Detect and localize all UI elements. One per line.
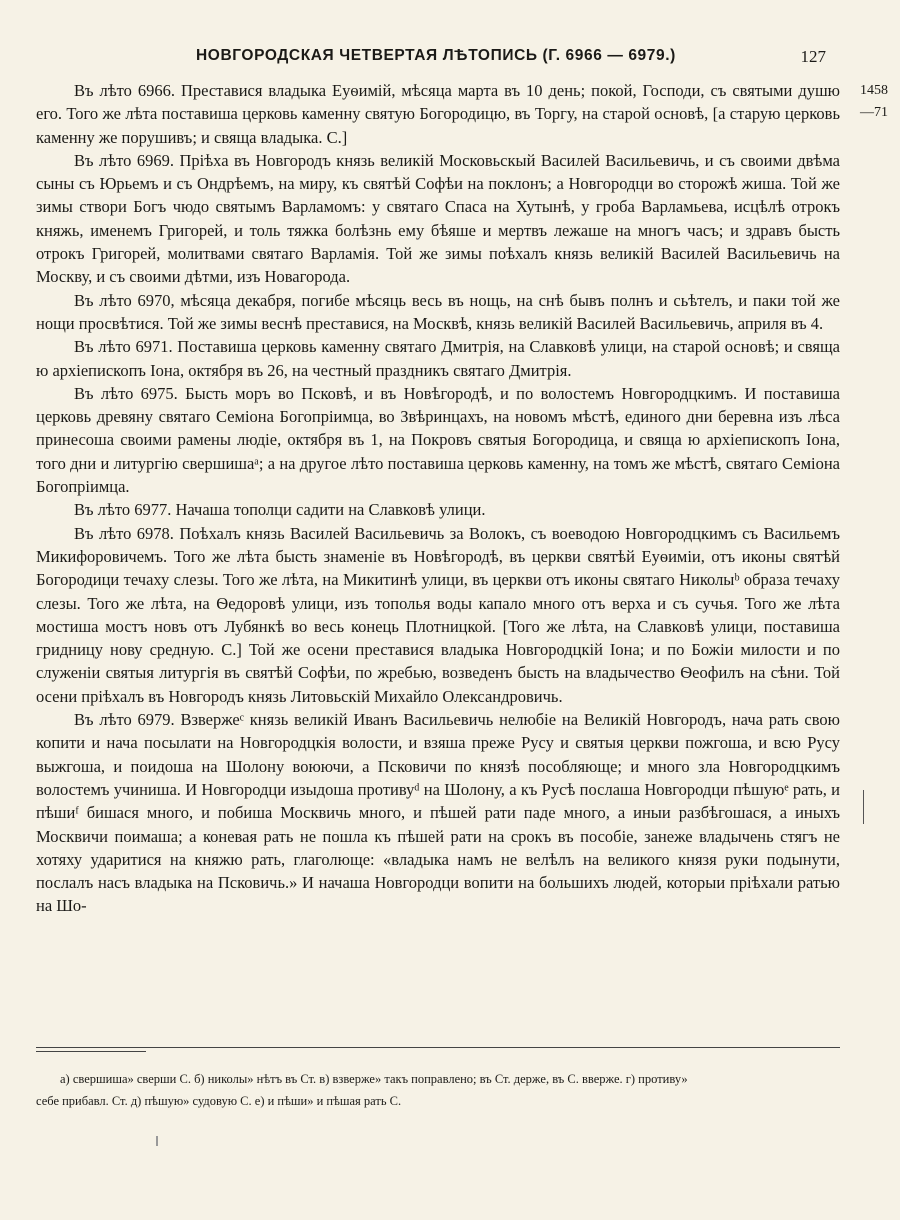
footnotes [36, 1068, 840, 1112]
page-header [36, 47, 850, 69]
margin-mark [863, 790, 864, 824]
entry-6969: Въ лѣто 6969. Пріѣха въ Новгородъ князь великій Московьскый Василей Васильевичь, и съ своими двѣма сыны съ Юрьемъ и съ Ондрѣемъ, на миру, къ святѣй Софѣи на поклонъ; а Новгородци во сторожѣ жиша. Той же зимы створи Богъ чюдо святымъ Варламомъ: у святаго Спаса на Хутынѣ, у гроба Варламьева, исцѣлѣ отрокъ княжь, именемъ Григорей, и толь тяжка болѣзнь ему бѣяше и мертвъ лежаше на многъ часъ; и здравъ бысть отрокъ Григорей, молитвами святаго Варламія. Той же зимы поѣхалъ князь великій Василей Васильевичь на Москву, и съ своими дѣтми, изъ Новагорода. [36, 150, 840, 287]
entry-6966: Въ лѣто 6966. Преставися владыка Еуѳимій, мѣсяца марта въ 10 день; покой, Господи, съ святыми душю его. Того же лѣта поставиша церковь каменну святую Богородицю, въ Торгу, на старой основѣ, [а старую церковь каменну же порушивъ; и свяща владыка. С.] [36, 81, 840, 147]
footnote-divider [36, 1047, 840, 1048]
chronicle-text [36, 79, 840, 918]
footnote-line: себе прибавл. Ст. д) пѣшую» судовую С. е) и пѣши» и пѣшая рать С. [36, 1094, 402, 1108]
entry-6979: Въ лѣто 6979. Взвержеᶜ князь великій Иванъ Васильевичь нелюбіе на Великій Новгородъ, нача рать свою копити и нача посылати на Новгородцкія волости, и взяша преже Русу и святыя церкви пожгоша, и всю Русу выжгоша, и поидоша на Шолону воюючи, а Псковичи по князѣ пособляюще; и много зла Новгородцкимъ волостемъ учиниша. И Новгородци изыдоша противуᵈ на Шолону, а къ Русѣ послаша Новгородци пѣшуюᵉ рать, и пѣшиᶠ бишася много, и побиша Москвичь много, и пѣшей рати паде много, а иныи разбѣгошася, а иныхъ Москвичи поимаша; а коневая рать не пошла къ пѣшей рати на срокъ въ пособіе, занеже владычень стягъ не хотяху ударитися на княжю рать, глаголюще: «владыка намъ не велѣлъ на великого князя руки подынути, послалъ насъ владыка на Псковичь.» И начаша Новгородци вопити на большихъ людей, которыи пріѣхали ратью на Шо- [36, 710, 840, 916]
margin-year-start: 1458 [860, 83, 888, 98]
entry-6975: Въ лѣто 6975. Бысть моръ во Псковѣ, и въ Новѣгородѣ, и по волостемъ Новгородцкимъ. И поставиша церковь древяну святаго Семіона Богопріимца, во Звѣринцахъ, на новомъ мѣстѣ, единого дни беревна изъ лѣса принесоша своими рамены людіе, октября въ 1, на Покровъ святыя Богородица, и свяща ю архіепископъ Іона, того дни и литургію свершишаᵃ; а на другое лѣто поставиша церковь каменну, на томъ же мѣстѣ, святаго Семіона Богопріимца. [36, 383, 840, 497]
running-title: НОВГОРОДСКАЯ ЧЕТВЕРТАЯ ЛѢТОПИСЬ (Г. 6966 — 6979.) [196, 47, 676, 64]
entry-6977: Въ лѣто 6977. Начаша тополци садити на Славковѣ улици. [74, 500, 486, 520]
margin-years [852, 80, 896, 124]
paper-speck [156, 1136, 158, 1146]
entry-6971: Въ лѣто 6971. Поставиша церковь каменну святаго Дмитрія, на Славковѣ улици, на старой основѣ; и свяща ю архіепископъ Іона, октября въ 26, на честный праздникъ святаго Дмитрія. [36, 337, 840, 380]
footnote-divider-short [36, 1051, 146, 1052]
margin-year-end: —71 [860, 105, 888, 120]
entry-6970: Въ лѣто 6970, мѣсяца декабря, погибе мѣсяць весь въ нощь, на снѣ бывъ полнъ и сьѣтелъ, и паки той же нощи просвѣтися. Той же зимы веснѣ преставися, на Москвѣ, князь великій Василей Васильевичь, априля въ 4. [36, 290, 840, 333]
footnote-line: а) свершиша» сверши С. б) николы» нѣтъ въ Ст. в) взверже» такъ поправлено; въ Ст. держе, въ С. вверже. г) противу» [60, 1072, 688, 1086]
page-number: 127 [800, 47, 826, 66]
entry-6978: Въ лѣто 6978. Поѣхалъ князь Василей Васильевичь за Волокъ, съ воеводою Новгородцкимъ съ Васильемъ Микифоровичемъ. Того же лѣта бысть знаменіе въ Новѣгородѣ, въ церкви святѣй Еуѳиміи, отъ иконы святѣй Богородици течаху слезы. Того же лѣта, на Микитинѣ улици, въ церкви отъ иконы святаго Николыᵇ образа течаху слезы. Того же лѣта, на Ѳедоровѣ улици, изъ тополья воды капало много отъ верха и съ сучья. Того же лѣта мостиша мостъ новъ отъ Лубянкѣ во весь конець Плотницкой. [Того же лѣта, на Славковѣ улици, поставиша гридницу нову средную. С.] Той же осени преставися владыка Новгородцкій Іона; и по Божіи милости и по служеніи святыя литургія въ святѣй Софѣи, по жребью, возведенъ бысть на владычество Ѳеофилъ на сѣни. Той осени пріѣхалъ въ Новгородъ князь Литовьскій Михайло Олександровичь. [36, 523, 840, 706]
